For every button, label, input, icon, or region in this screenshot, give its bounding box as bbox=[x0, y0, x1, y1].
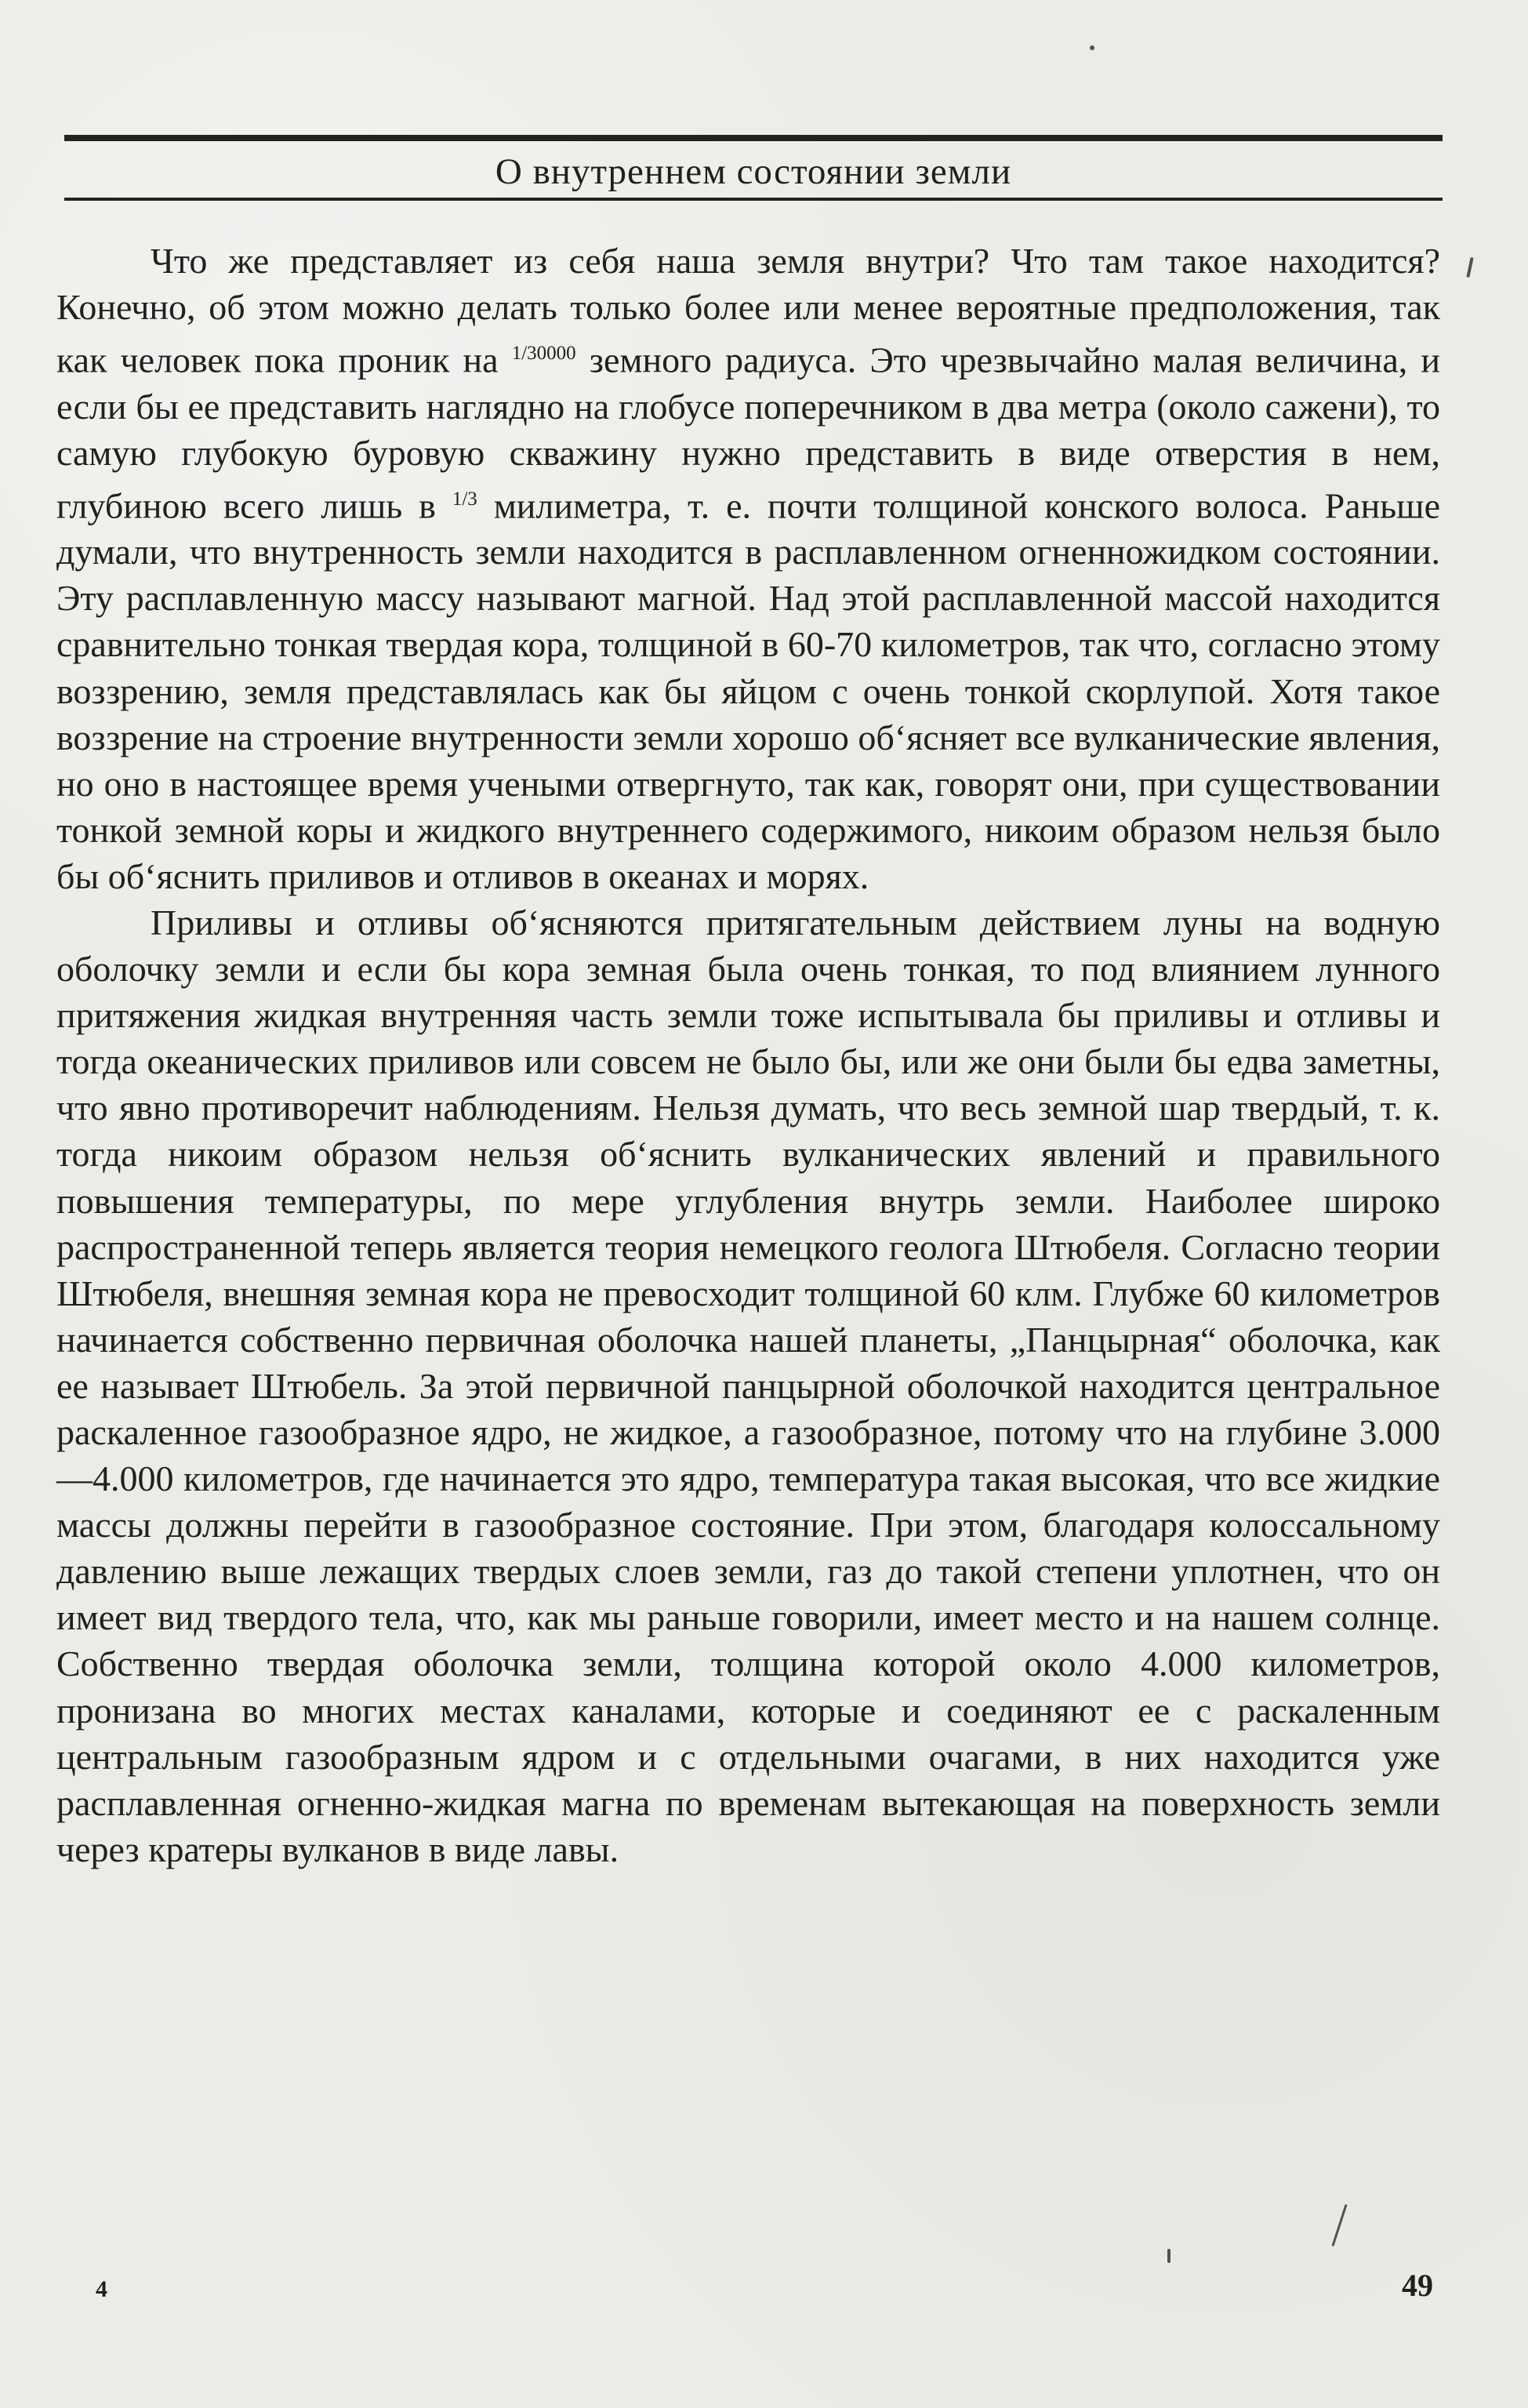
ink-mark bbox=[1466, 257, 1473, 278]
paragraph-2-text: Приливы и отливы об‘ясняются притягательным действием луны на водную оболочку земли и если бы кора земная была очень тонкая, то под влиянием лунного притяжения жидкая внутренняя часть земли тоже испытывала бы приливы и отливы и тогда океанических приливов или совсем не было бы, или же они были бы едва заметны, что явно противоречит наблюдениям. Нельзя думать, что весь земной шар твердый, т. к. тогда никоим образом нельзя об‘яснить вулканических явлений и правильного повышения температуры, по мере углубления внутрь земли. Наиболее широко распространенной теперь является теория немецкого геолога Штюбеля. Согласно теории Штюбеля, внешняя земная кора не превосходит толщиной 60 клм. Глубже 60 километров начинается собственно первичная оболочка нашей планеты, „Панцырная“ оболочка, как ее называет Штюбель. За этой первичной панцырной оболочкой находится центральное раскаленное газообразное ядро, не жидкое, а газообразное, потому что на глубине 3.000—4.000 километров, где начинается это ядро, температура такая высокая, что все жидкие массы должны перейти в газообразное состояние. При этом, благодаря колоссальному давлению выше лежащих твердых слоев земли, газ до такой степени уплотнен, что он имеет вид твердого тела, что, как мы раньше говорили, имеет место и на нашем солнце. Собственно твердая оболочка земли, толщина которой около 4.000 километров, пронизана во многих местах каналами, которые и соединяют ее с раскаленным центральным газообразным ядром и с отдельными очагами, в них находится уже расплавленная огненно-жидкая магна по временам вытекающая на поверхность земли через кратеры вулканов в виде лавы. bbox=[56, 902, 1440, 1869]
paragraph-2 bbox=[56, 899, 1440, 1872]
paragraph-1 bbox=[56, 238, 1440, 899]
ink-speck bbox=[1090, 45, 1094, 50]
paragraph-1-text-3: милиметра, т. е. почти толщиной конского волоса. Раньше думали, что внутренность земли находится в расплавленном огненножидком состоянии. Эту расплавленную массу называют магной. Над этой расплавленной массой находится сравнительно тонкая твердая кора, толщиной в 60-70 километров, так что, согласно этому воззрению, земля представлялась как бы яйцом с очень тонкой скорлупой. Хотя такое воззрение на строение внутренности земли хорошо об‘ясняет все вулканические явления, но оно в настоящее время учеными отвергнуто, так как, говорят они, при существовании тонкой земной коры и жидкого внутреннего содержимого, никоим образом нельзя было бы об‘яснить приливов и отливов в океанах и морях. bbox=[56, 485, 1440, 896]
fraction-superscript: 1/3 bbox=[452, 488, 477, 510]
fraction-superscript: 1/30000 bbox=[511, 343, 576, 365]
ink-mark bbox=[1167, 2249, 1170, 2263]
header-top-rule bbox=[64, 135, 1443, 141]
paragraph-1-text-2: земного радиуса. Это чрезвычайно малая величина, и если бы ее представить наглядно на глобусе поперечником в два метра (около сажени), то самую глубокую буровую скважину нужно представить в виде отверстия в нем, глубиною всего лишь в bbox=[56, 340, 1441, 526]
page-title: О внутреннем состоянии земли bbox=[495, 151, 1012, 192]
header-row bbox=[64, 141, 1443, 202]
header-bottom-rule bbox=[64, 198, 1443, 201]
main-text bbox=[56, 238, 1440, 2273]
signature-mark: 4 bbox=[96, 2276, 107, 2302]
page-number: 49 bbox=[1402, 2268, 1433, 2303]
paragraph-1-text-1: Что же представляет из себя наша земля внутри? Что там такое находится? Конечно, об этом можно делать только более или менее вероятные предположения, так как человек пока проник на bbox=[56, 241, 1440, 380]
